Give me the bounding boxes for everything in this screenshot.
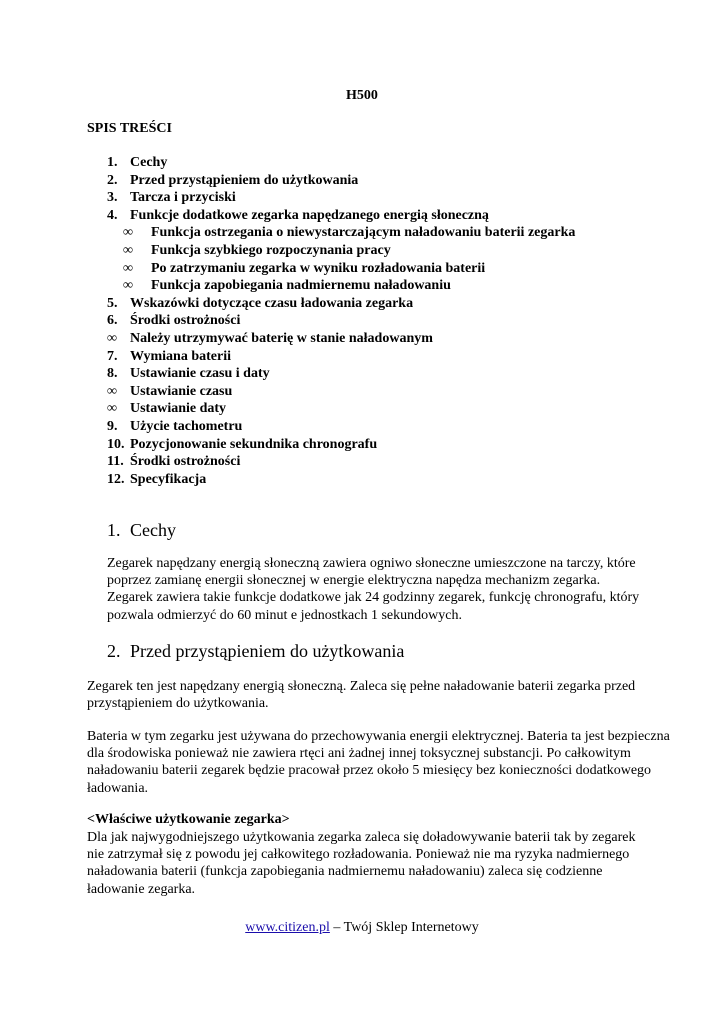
toc-subitem: ∞ Funkcja zapobiegania nadmiernemu naładowaniu <box>123 278 451 294</box>
toc-item: 3. Tarcza i przyciski <box>107 190 236 206</box>
toc-item: 7. Wymiana baterii <box>107 348 231 364</box>
toc-subitem: ∞ Po zatrzymaniu zegarka w wyniku rozładowania baterii <box>123 260 486 276</box>
toc-item: 5. Wskazówki dotyczące czasu ładowania zegarka <box>107 295 414 311</box>
toc-item: ∞ Ustawianie czasu <box>107 383 233 399</box>
toc-item: 4. Funkcje dodatkowe zegarka napędzanego energią słoneczną <box>107 207 489 223</box>
page-footer: www.citizen.pl – Twój Sklep Internetowy <box>245 920 479 935</box>
citizen-link[interactable]: www.citizen.pl <box>245 920 330 935</box>
toc-item: ∞ Ustawianie daty <box>107 401 227 417</box>
toc-item: ∞ Należy utrzymywać baterię w stanie naładowanym <box>107 330 433 346</box>
toc-item: 9. Użycie tachometru <box>107 418 243 434</box>
toc-item: 8. Ustawianie czasu i daty <box>107 366 270 382</box>
section-features-body: Zegarek napędzany energią słoneczną zawiera ogniwo słoneczne umieszczone na tarczy, które poprzez zamianę energii słonecznej w energie elektryczna napędza mechanizm zegarka. Zegarek zawiera takie funkcje dodatkowe jak 24 godzinny zegarek, funkcję chronografu, który pozwala odmierzyć do 60 minut e jednostkach 1 sekundowych. <box>107 556 640 623</box>
toc-subitem: ∞ Funkcja ostrzegania o niewystarczającym naładowaniu baterii zegarka <box>123 225 576 241</box>
toc-heading: SPIS TREŚCI <box>87 121 172 136</box>
section-heading-features: 1. Cechy <box>107 520 176 540</box>
toc-item: 1. Cechy <box>107 155 168 170</box>
table-of-contents <box>107 154 575 488</box>
document-title: H500 <box>346 88 378 103</box>
toc-item: 10. Pozycjonowanie sekundnika chronografu <box>107 436 378 452</box>
before-use-paragraph-1: Zegarek ten jest napędzany energią słoneczną. Zaleca się pełne naładowanie baterii zegarka przed przystąpieniem do użytkowania. <box>87 679 636 712</box>
toc-item: 6. Środki ostrożności <box>107 313 241 329</box>
proper-use-heading: <Właściwe użytkowanie zegarka> <box>87 812 290 827</box>
toc-item: 11. Środki ostrożności <box>107 454 241 470</box>
toc-item: 12. Specyfikacja <box>107 471 207 487</box>
toc-item: 2. Przed przystąpieniem do użytkowania <box>107 172 359 188</box>
proper-use-paragraph: Dla jak najwygodniejszego użytkowania zegarka zaleca się doładowywanie baterii tak by zegarek nie zatrzymał się z powodu jej całkowitego rozładowania. Ponieważ nie ma ryzyka nadmiernego naładowania baterii (funkcja zapobiegania nadmiernemu naładowaniu) zaleca się codzienne ładowanie zegarka. <box>87 830 636 897</box>
section-heading-before-use: 2. Przed przystąpieniem do użytkowania <box>107 641 405 661</box>
toc-subitem: ∞ Funkcja szybkiego rozpoczynania pracy <box>123 242 391 258</box>
before-use-paragraph-2: Bateria w tym zegarku jest używana do przechowywania energii elektrycznej. Bateria ta jest bezpieczna dla środowiska ponieważ nie zawiera rtęci ani żadnej innej toksycznej substancji. Po całkowitym naładowaniu baterii zegarek będzie pracował przez około 5 miesięcy bez konieczności dodatkowego ładowania. <box>87 729 670 796</box>
